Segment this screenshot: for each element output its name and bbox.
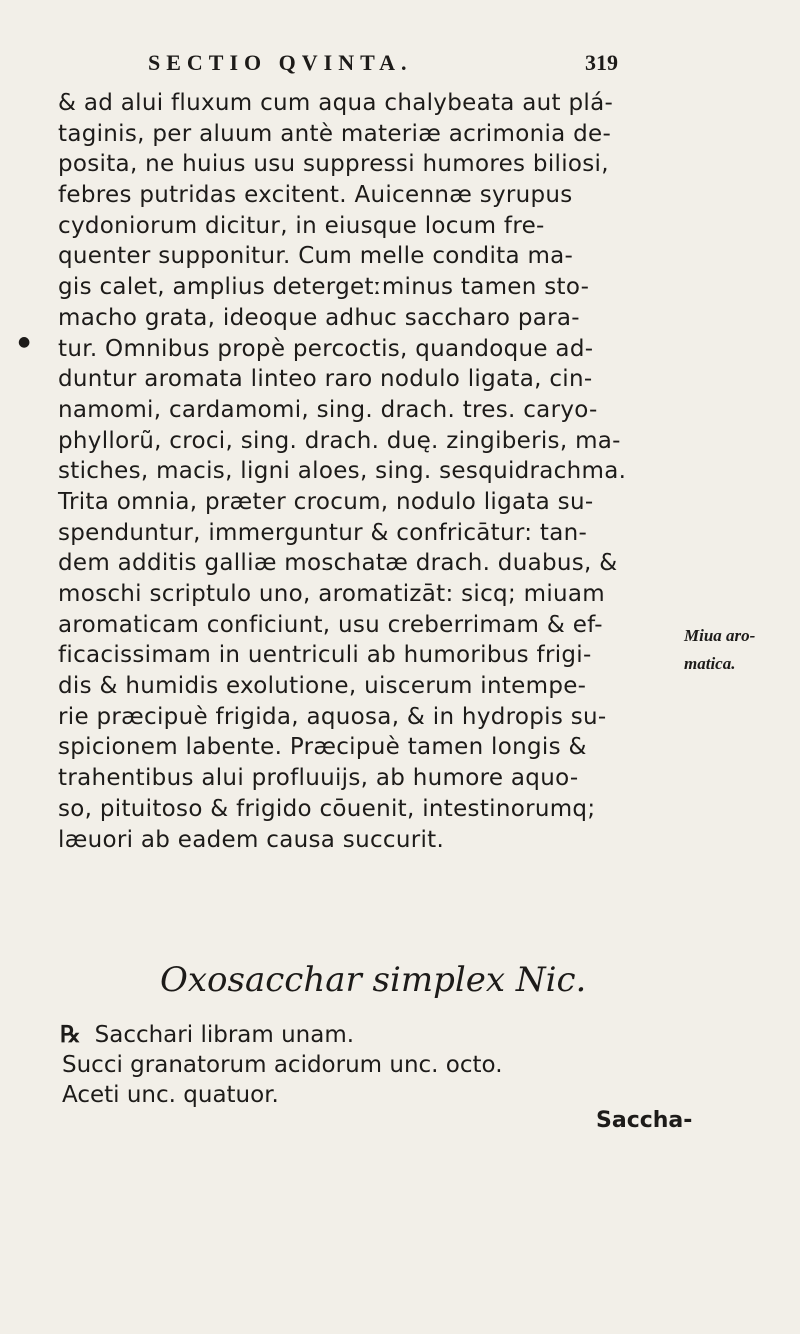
text-line: spicionem labente. Præcipuè tamen longis & — [58, 734, 587, 761]
running-head: SECTIO QVINTA. — [148, 50, 413, 75]
text-line: dis & humidis exolutione, uiscerum intempe- — [58, 673, 587, 700]
text-line: aromaticam conficiunt, usu creberrimam & ef- — [58, 611, 603, 638]
recipe-line — [60, 1020, 503, 1050]
text-line: phyllorũ, croci, sing. drach. duę. zingiberis, ma- — [58, 427, 621, 454]
catchword: Saccha- — [596, 1108, 693, 1133]
recipe-line — [60, 1050, 503, 1080]
text-line: posita, ne huius usu suppressi humores biliosi, — [58, 151, 609, 178]
text-line: so, pituitoso & frigido cōuenit, intestinorumq; — [58, 795, 596, 822]
page-number: 319 — [585, 50, 618, 75]
page-header — [148, 50, 648, 84]
text-line: stiches, macis, ligni aloes, sing. sesquidrachma. — [58, 458, 627, 485]
margin-note-line: matica. — [684, 654, 736, 673]
text-line: febres putridas excitent. Auicennæ syrupus — [58, 182, 573, 209]
text-line: taginis, per aluum antè materiæ acrimonia de- — [58, 120, 612, 147]
text-line: namomi, cardamomi, sing. drach. tres. caryo- — [58, 396, 598, 423]
text-line: ficacissimam in uentriculi ab humoribus frigi- — [58, 642, 592, 669]
body-text — [58, 88, 678, 855]
text-line: læuori ab eadem causa succurit. — [58, 826, 445, 853]
text-line: macho grata, ideoque adhuc saccharo para- — [58, 304, 580, 331]
text-line: & ad alui fluxum cum aqua chalybeata aut plá- — [58, 90, 614, 116]
recipe-line — [60, 1080, 503, 1110]
margin-note-line: Miua aro- — [684, 626, 756, 645]
recipe-ingredient: Aceti unc. quatuor. — [62, 1082, 279, 1108]
recipe-ingredient: Sacchari libram unam. — [94, 1022, 355, 1048]
text-line: moschi scriptulo uno, aromatizāt: sicq; miuam — [58, 581, 605, 607]
text-line: quenter supponitur. Cum melle condita ma- — [58, 243, 574, 270]
text-line: gis calet, amplius detergetːminus tamen sto- — [58, 274, 590, 301]
recipe-ingredient: Succi granatorum acidorum unc. octo. — [62, 1052, 503, 1078]
text-line: trahentibus alui profluuijs, ab humore aquo- — [58, 765, 579, 792]
text-line: rie præcipuè frigida, aquosa, & in hydropis su- — [58, 703, 607, 730]
recipe-rx-icon: ℞ — [60, 1021, 81, 1048]
text-line: Trita omnia, præter crocum, nodulo ligata su- — [58, 488, 594, 515]
recipe-title: Oxosacchar simplex Nic. — [160, 960, 587, 1000]
text-line: spenduntur, immerguntur & confricātur: tan- — [58, 519, 588, 546]
text-line: dem additis galliæ moschatæ drach. duabus, & — [58, 550, 618, 577]
text-line: cydoniorum dicitur, in eiusque locum fre- — [58, 212, 545, 239]
text-line: tur. Omnibus propè percoctis, quandoque ad- — [58, 335, 594, 362]
margin-bullet: ● — [18, 334, 31, 350]
recipe-block — [60, 1020, 503, 1110]
text-line: duntur aromata linteo raro nodulo ligata, cin- — [58, 366, 593, 393]
margin-note — [684, 622, 755, 678]
